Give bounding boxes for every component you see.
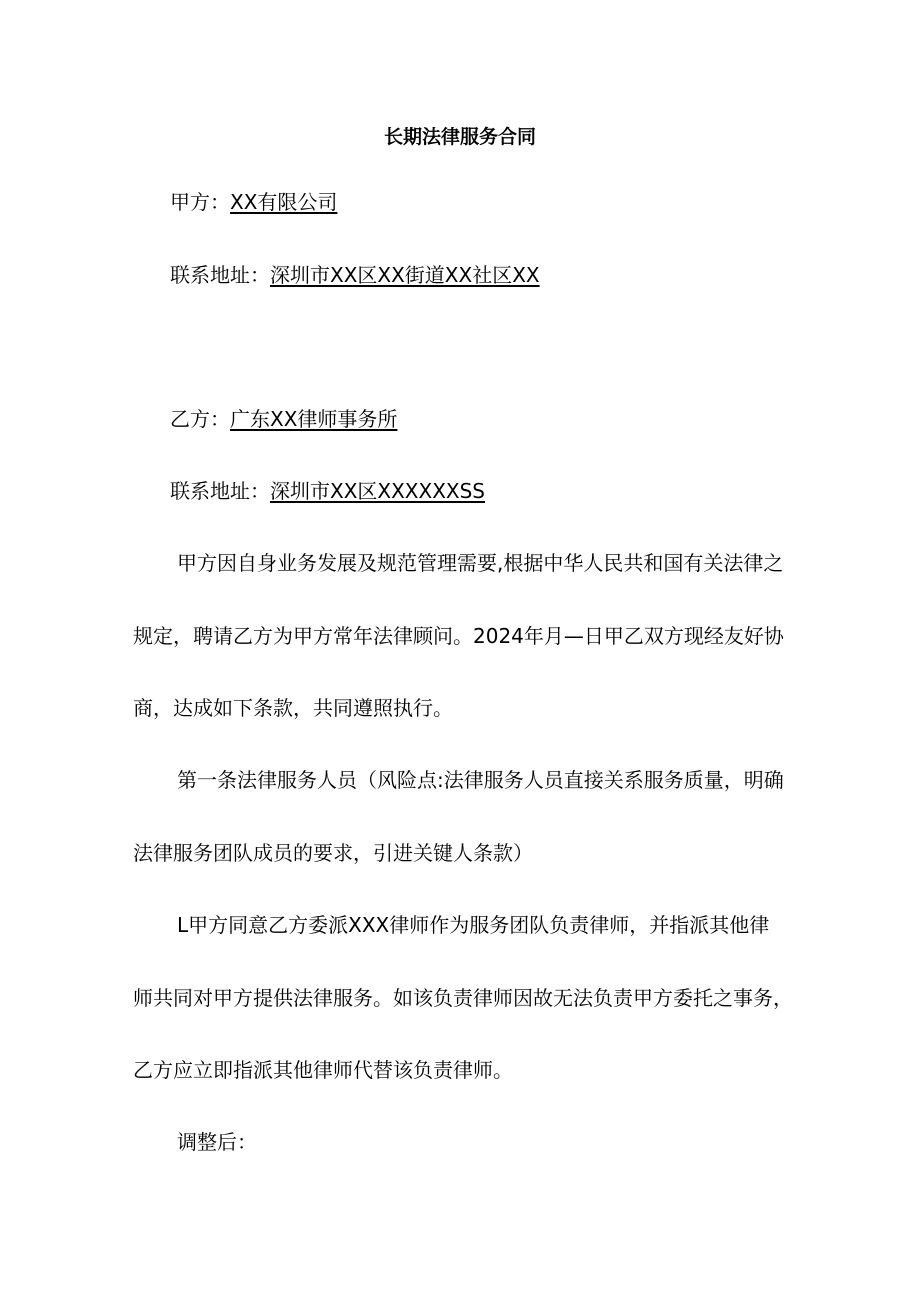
clause-1-line-2: 师共同对甲方提供法律服务。如该负责律师因故无法负责甲方委托之事务， [133, 986, 793, 1010]
clause-1-line-1: L甲方同意乙方委派XXX律师作为服务团队负责律师，并指派其他律 [177, 913, 770, 937]
party-b-address-label: 联系地址： [170, 479, 270, 503]
party-b-name: 广东XX律师事务所 [230, 407, 398, 431]
preamble-line-1: 甲方因自身业务发展及规范管理需要,根据中华人民共和国有关法律之 [177, 551, 784, 575]
document-title: 长期法律服务合同 [383, 126, 536, 148]
preamble-line-2: 规定，聘请乙方为甲方常年法律顾问。2024年月—日甲乙双方现经友好协 [133, 624, 784, 648]
clause-1-line-3: 乙方应立即指派其他律师代替该负责律师。 [133, 1058, 513, 1082]
adjusted-label: 调整后： [177, 1130, 257, 1154]
preamble-line-3: 商，达成如下条款，共同遵照执行。 [133, 696, 453, 720]
party-b-label: 乙方： [170, 407, 230, 431]
article-1-line-2: 法律服务团队成员的要求，引进关键人条款） [133, 841, 533, 865]
party-b-address: 深圳市XX区XXXXXXSS [270, 479, 485, 503]
party-a-name: XX有限公司 [230, 190, 338, 214]
party-a-address-label: 联系地址： [170, 263, 270, 287]
party-a-address: 深圳市XX区XX街道XX社区XX [270, 263, 540, 287]
party-b-address-line [170, 477, 485, 505]
article-1-line-1: 第一条法律服务人员（风险点:法律服务人员直接关系服务质量，明确 [177, 768, 784, 792]
party-b-line [170, 405, 397, 433]
party-a-line [170, 188, 337, 216]
party-a-label: 甲方： [170, 190, 230, 214]
party-a-address-line [170, 261, 540, 289]
